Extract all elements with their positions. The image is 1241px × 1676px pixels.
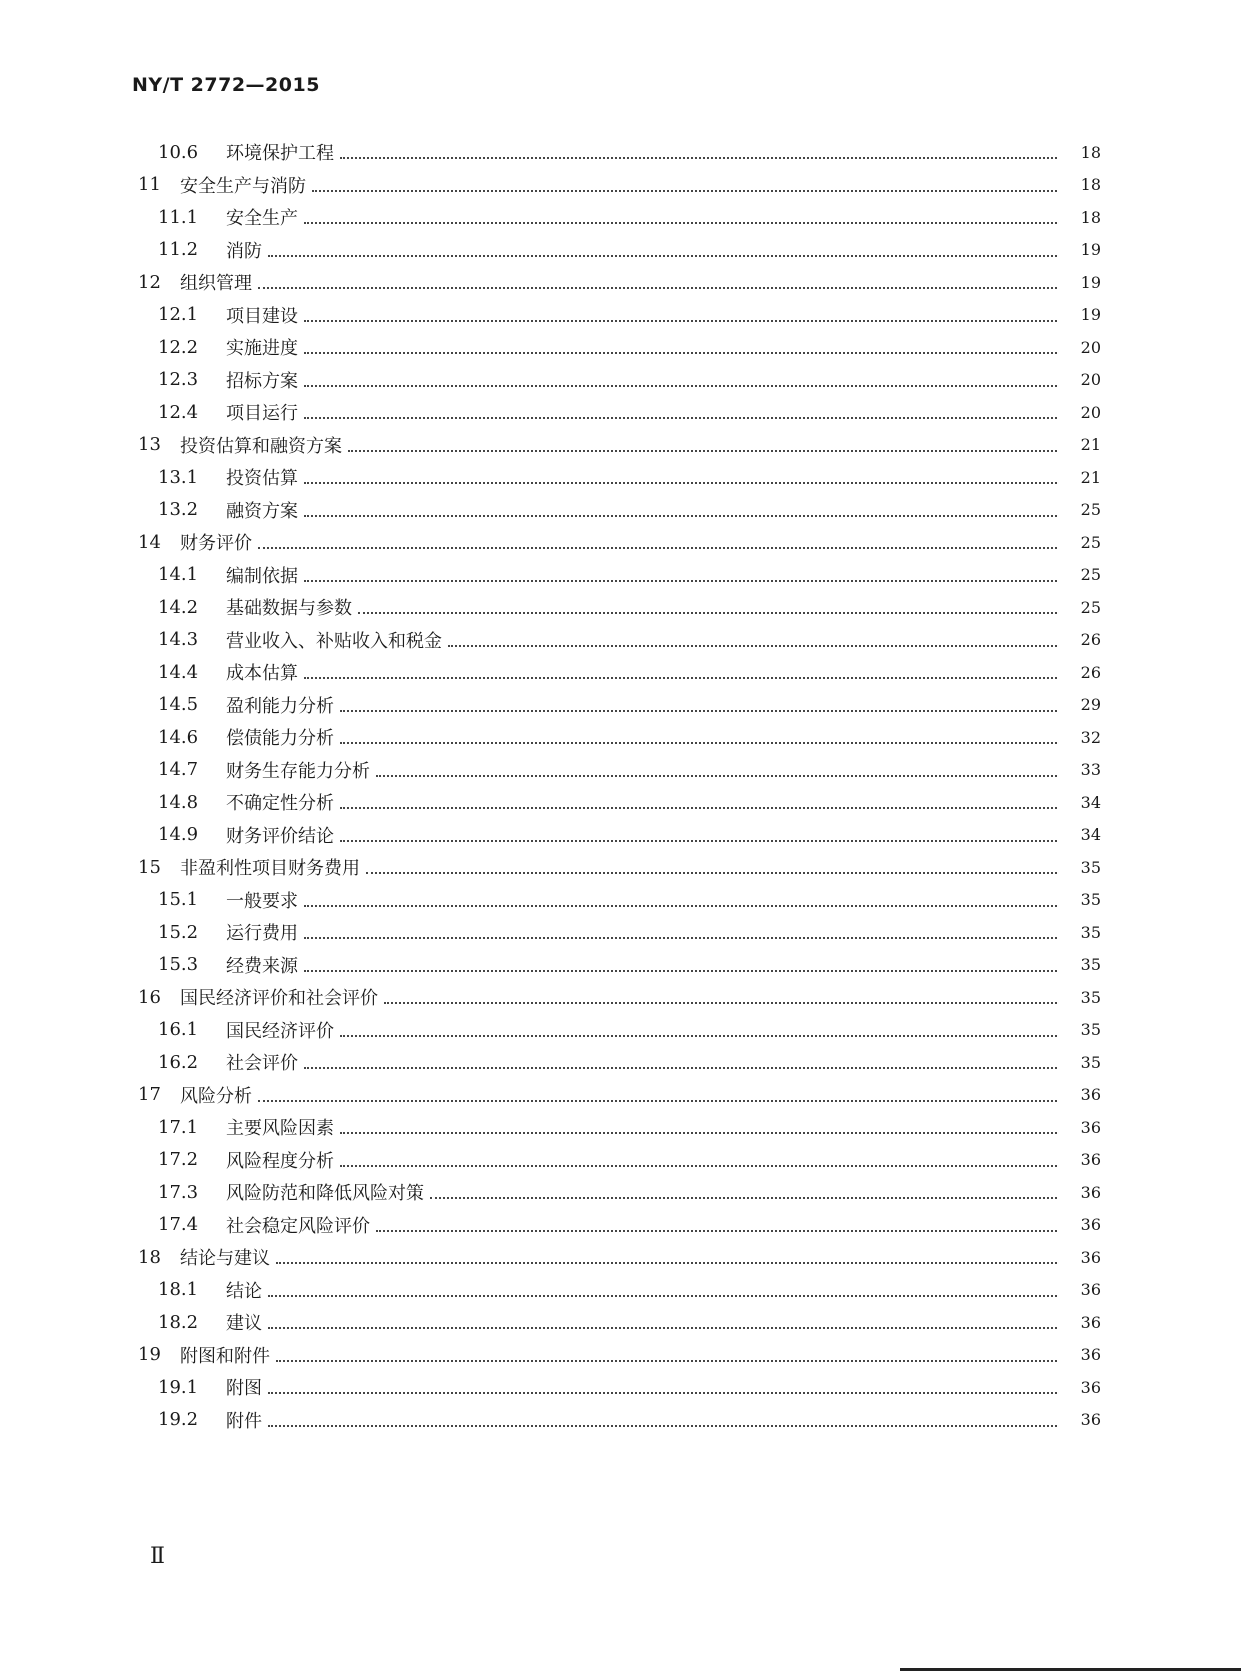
toc-entry[interactable] <box>0 1014 1241 1047</box>
toc-entry-number: 11.1 <box>158 206 199 228</box>
toc-entry[interactable] <box>0 1144 1241 1177</box>
toc-entry[interactable] <box>0 981 1241 1014</box>
toc-entry-title: 建议 <box>226 1313 262 1335</box>
toc-entry-title: 投资估算 <box>226 468 298 490</box>
toc-entry-page: 20 <box>1080 402 1101 422</box>
toc-entry-page: 36 <box>1080 1312 1101 1332</box>
toc-entry-page: 25 <box>1080 565 1101 585</box>
toc-entry-number: 14.8 <box>158 791 199 813</box>
toc-leader-dots <box>340 710 1057 712</box>
toc-entry-number: 17.3 <box>158 1181 199 1203</box>
toc-leader-dots <box>430 1197 1057 1199</box>
toc-leader-dots <box>258 547 1057 549</box>
toc-entry-page: 35 <box>1080 1052 1101 1072</box>
toc-entry-title: 风险防范和降低风险对策 <box>226 1183 424 1205</box>
toc-entry[interactable] <box>0 169 1241 202</box>
toc-entry-number: 14.4 <box>158 661 199 683</box>
toc-leader-dots <box>304 1067 1057 1069</box>
toc-entry-page: 36 <box>1080 1345 1101 1365</box>
toc-entry-title: 盈利能力分析 <box>226 695 334 717</box>
toc-entry[interactable] <box>0 136 1241 169</box>
toc-entry-page: 20 <box>1080 370 1101 390</box>
toc-entry-title: 安全生产与消防 <box>180 175 306 197</box>
toc-entry-page: 36 <box>1080 1410 1101 1430</box>
toc-entry-page: 35 <box>1080 857 1101 877</box>
toc-entry-number: 14 <box>138 531 161 553</box>
toc-entry-page: 18 <box>1080 175 1101 195</box>
toc-entry-page: 34 <box>1080 825 1101 845</box>
toc-entry-page: 36 <box>1080 1247 1101 1267</box>
toc-entry-page: 26 <box>1080 630 1101 650</box>
toc-entry-page: 36 <box>1080 1117 1101 1137</box>
toc-entry-page: 36 <box>1080 1280 1101 1300</box>
toc-entry-page: 25 <box>1080 597 1101 617</box>
toc-entry-page: 25 <box>1080 532 1101 552</box>
toc-leader-dots <box>268 255 1057 257</box>
toc-entry-page: 35 <box>1080 1020 1101 1040</box>
toc-entry-title: 招标方案 <box>226 370 298 392</box>
toc-entry-title: 不确定性分析 <box>226 793 334 815</box>
toc-entry-number: 12.1 <box>158 304 199 326</box>
toc-entry-number: 10.6 <box>158 141 199 163</box>
toc-entry-page: 26 <box>1080 662 1101 682</box>
toc-leader-dots <box>268 1295 1057 1297</box>
toc-entry-page: 35 <box>1080 890 1101 910</box>
toc-leader-dots <box>304 937 1057 939</box>
toc-leader-dots <box>376 775 1057 777</box>
toc-entry-title: 结论 <box>226 1280 262 1302</box>
toc-entry-title: 主要风险因素 <box>226 1118 334 1140</box>
toc-leader-dots <box>268 1392 1057 1394</box>
toc-entry-title: 国民经济评价 <box>226 1020 334 1042</box>
toc-leader-dots <box>340 1165 1057 1167</box>
toc-leader-dots <box>276 1360 1057 1362</box>
toc-leader-dots <box>304 677 1057 679</box>
toc-entry[interactable] <box>0 786 1241 819</box>
toc-entry[interactable] <box>0 266 1241 299</box>
toc-entry[interactable] <box>0 591 1241 624</box>
toc-entry[interactable] <box>0 494 1241 527</box>
toc-entry[interactable] <box>0 1274 1241 1307</box>
toc-leader-dots <box>268 1327 1057 1329</box>
toc-entry[interactable] <box>0 1306 1241 1339</box>
toc-entry-number: 16.1 <box>158 1019 199 1041</box>
toc-entry[interactable] <box>0 721 1241 754</box>
toc-leader-dots <box>340 157 1057 159</box>
toc-entry-page: 34 <box>1080 792 1101 812</box>
toc-entry-number: 18.2 <box>158 1311 199 1333</box>
toc-leader-dots <box>348 450 1057 452</box>
toc-entry-number: 14.9 <box>158 824 199 846</box>
toc-entry-page: 18 <box>1080 207 1101 227</box>
toc-leader-dots <box>340 742 1057 744</box>
toc-entry-number: 16 <box>138 986 161 1008</box>
toc-entry-page: 20 <box>1080 337 1101 357</box>
toc-leader-dots <box>304 222 1057 224</box>
toc-entry[interactable] <box>0 1176 1241 1209</box>
toc-entry-number: 13.2 <box>158 499 199 521</box>
toc-entry-title: 结论与建议 <box>180 1248 270 1270</box>
toc-entry-title: 项目运行 <box>226 403 298 425</box>
toc-entry[interactable] <box>0 299 1241 332</box>
toc-entry-page: 35 <box>1080 922 1101 942</box>
toc-entry-number: 12 <box>138 271 161 293</box>
toc-entry-number: 17.4 <box>158 1214 199 1236</box>
toc-entry-title: 融资方案 <box>226 500 298 522</box>
toc-entry[interactable] <box>0 624 1241 657</box>
scan-edge-line <box>900 1668 1241 1671</box>
toc-leader-dots <box>340 1132 1057 1134</box>
toc-entry-page: 36 <box>1080 1085 1101 1105</box>
toc-entry-number: 13 <box>138 434 161 456</box>
toc-entry-title: 项目建设 <box>226 305 298 327</box>
toc-leader-dots <box>366 872 1057 874</box>
toc-entry[interactable] <box>0 526 1241 559</box>
toc-entry[interactable] <box>0 916 1241 949</box>
toc-entry-number: 14.1 <box>158 564 199 586</box>
toc-leader-dots <box>304 417 1057 419</box>
toc-entry-page: 18 <box>1080 142 1101 162</box>
toc-leader-dots <box>340 1035 1057 1037</box>
toc-leader-dots <box>340 807 1057 809</box>
toc-entry-number: 18.1 <box>158 1279 199 1301</box>
toc-entry-title: 偿债能力分析 <box>226 728 334 750</box>
toc-entry-page: 25 <box>1080 500 1101 520</box>
toc-entry[interactable] <box>0 1404 1241 1437</box>
toc-entry-number: 12.3 <box>158 369 199 391</box>
toc-entry[interactable] <box>0 234 1241 267</box>
toc-entry-title: 附图和附件 <box>180 1345 270 1367</box>
toc-entry[interactable] <box>0 331 1241 364</box>
toc-entry[interactable] <box>0 1209 1241 1242</box>
toc-entry-title: 社会稳定风险评价 <box>226 1215 370 1237</box>
toc-leader-dots <box>358 612 1057 614</box>
toc-entry[interactable] <box>0 429 1241 462</box>
toc-leader-dots <box>304 905 1057 907</box>
toc-leader-dots <box>304 515 1057 517</box>
toc-leader-dots <box>304 482 1057 484</box>
toc-entry-number: 17 <box>138 1084 161 1106</box>
toc-entry[interactable] <box>0 1371 1241 1404</box>
toc-entry[interactable] <box>0 949 1241 982</box>
toc-entry[interactable] <box>0 1079 1241 1112</box>
toc-entry-title: 运行费用 <box>226 923 298 945</box>
toc-entry-title: 环境保护工程 <box>226 143 334 165</box>
toc-entry-page: 19 <box>1080 272 1101 292</box>
toc-leader-dots <box>304 385 1057 387</box>
toc-entry[interactable] <box>0 461 1241 494</box>
toc-entry-title: 编制依据 <box>226 565 298 587</box>
toc-entry[interactable] <box>0 884 1241 917</box>
toc-entry-number: 12.4 <box>158 401 199 423</box>
toc-leader-dots <box>304 320 1057 322</box>
toc-entry-page: 35 <box>1080 987 1101 1007</box>
toc-entry-page: 36 <box>1080 1377 1101 1397</box>
toc-entry-title: 投资估算和融资方案 <box>180 435 342 457</box>
toc-leader-dots <box>448 645 1057 647</box>
toc-leader-dots <box>304 352 1057 354</box>
toc-entry-number: 15.3 <box>158 954 199 976</box>
toc-entry-title: 财务生存能力分析 <box>226 760 370 782</box>
toc-entry-title: 一般要求 <box>226 890 298 912</box>
toc-entry-number: 12.2 <box>158 336 199 358</box>
toc-entry-page: 21 <box>1080 435 1101 455</box>
toc-entry-title: 安全生产 <box>226 208 298 230</box>
toc-entry-number: 13.1 <box>158 466 199 488</box>
toc-entry-title: 成本估算 <box>226 663 298 685</box>
toc-entry-number: 15.2 <box>158 921 199 943</box>
toc-leader-dots <box>304 580 1057 582</box>
toc-entry-title: 风险分析 <box>180 1085 252 1107</box>
toc-entry-title: 经费来源 <box>226 955 298 977</box>
toc-entry[interactable] <box>0 1339 1241 1372</box>
toc-entry-number: 15 <box>138 856 161 878</box>
toc-entry-title: 国民经济评价和社会评价 <box>180 988 378 1010</box>
toc-entry-title: 财务评价结论 <box>226 825 334 847</box>
toc-entry[interactable] <box>0 754 1241 787</box>
toc-entry-number: 17.2 <box>158 1149 199 1171</box>
toc-entry-title: 消防 <box>226 240 262 262</box>
toc-entry[interactable] <box>0 1241 1241 1274</box>
toc-entry-title: 营业收入、补贴收入和税金 <box>226 630 442 652</box>
toc-entry-page: 33 <box>1080 760 1101 780</box>
toc-entry-number: 16.2 <box>158 1051 199 1073</box>
toc-entry-number: 14.2 <box>158 596 199 618</box>
toc-entry[interactable] <box>0 689 1241 722</box>
toc-entry-title: 风险程度分析 <box>226 1150 334 1172</box>
toc-entry-title: 实施进度 <box>226 338 298 360</box>
toc-entry-number: 15.1 <box>158 889 199 911</box>
toc-entry-page: 32 <box>1080 727 1101 747</box>
toc-entry-title: 附图 <box>226 1378 262 1400</box>
toc-leader-dots <box>276 1262 1057 1264</box>
toc-entry-number: 17.1 <box>158 1116 199 1138</box>
toc-entry-number: 19.1 <box>158 1376 199 1398</box>
toc-leader-dots <box>268 1425 1057 1427</box>
toc-leader-dots <box>340 840 1057 842</box>
toc-leader-dots <box>384 1002 1057 1004</box>
toc-entry[interactable] <box>0 396 1241 429</box>
toc-entry-title: 非盈利性项目财务费用 <box>180 858 360 880</box>
toc-entry-title: 财务评价 <box>180 533 252 555</box>
toc-entry[interactable] <box>0 1046 1241 1079</box>
toc-leader-dots <box>312 190 1057 192</box>
toc-entry-title: 社会评价 <box>226 1053 298 1075</box>
toc-entry[interactable] <box>0 201 1241 234</box>
toc-entry-page: 29 <box>1080 695 1101 715</box>
table-of-contents <box>0 136 1241 1436</box>
toc-entry[interactable] <box>0 851 1241 884</box>
toc-entry-title: 组织管理 <box>180 273 252 295</box>
toc-entry-number: 19 <box>138 1344 161 1366</box>
toc-entry[interactable] <box>0 559 1241 592</box>
toc-leader-dots <box>258 287 1057 289</box>
toc-entry-title: 附件 <box>226 1410 262 1432</box>
document-code-header: NY/T 2772—2015 <box>132 74 320 96</box>
toc-entry-page: 35 <box>1080 955 1101 975</box>
toc-leader-dots <box>376 1230 1057 1232</box>
toc-entry[interactable] <box>0 656 1241 689</box>
page-number-footer: Ⅱ <box>150 1544 165 1569</box>
toc-entry-number: 14.3 <box>158 629 199 651</box>
toc-entry-page: 36 <box>1080 1215 1101 1235</box>
toc-entry-page: 36 <box>1080 1150 1101 1170</box>
toc-entry-number: 14.5 <box>158 694 199 716</box>
toc-entry-page: 36 <box>1080 1182 1101 1202</box>
toc-entry-page: 19 <box>1080 305 1101 325</box>
toc-leader-dots <box>304 970 1057 972</box>
toc-leader-dots <box>258 1100 1057 1102</box>
toc-entry-number: 14.7 <box>158 759 199 781</box>
toc-entry-number: 19.2 <box>158 1409 199 1431</box>
toc-entry-page: 19 <box>1080 240 1101 260</box>
toc-entry-number: 11 <box>138 174 161 196</box>
toc-entry-title: 基础数据与参数 <box>226 598 352 620</box>
toc-entry[interactable] <box>0 364 1241 397</box>
toc-entry-number: 14.6 <box>158 726 199 748</box>
toc-entry-number: 11.2 <box>158 239 199 261</box>
toc-entry-page: 21 <box>1080 467 1101 487</box>
toc-entry[interactable] <box>0 819 1241 852</box>
toc-entry-number: 18 <box>138 1246 161 1268</box>
toc-entry[interactable] <box>0 1111 1241 1144</box>
